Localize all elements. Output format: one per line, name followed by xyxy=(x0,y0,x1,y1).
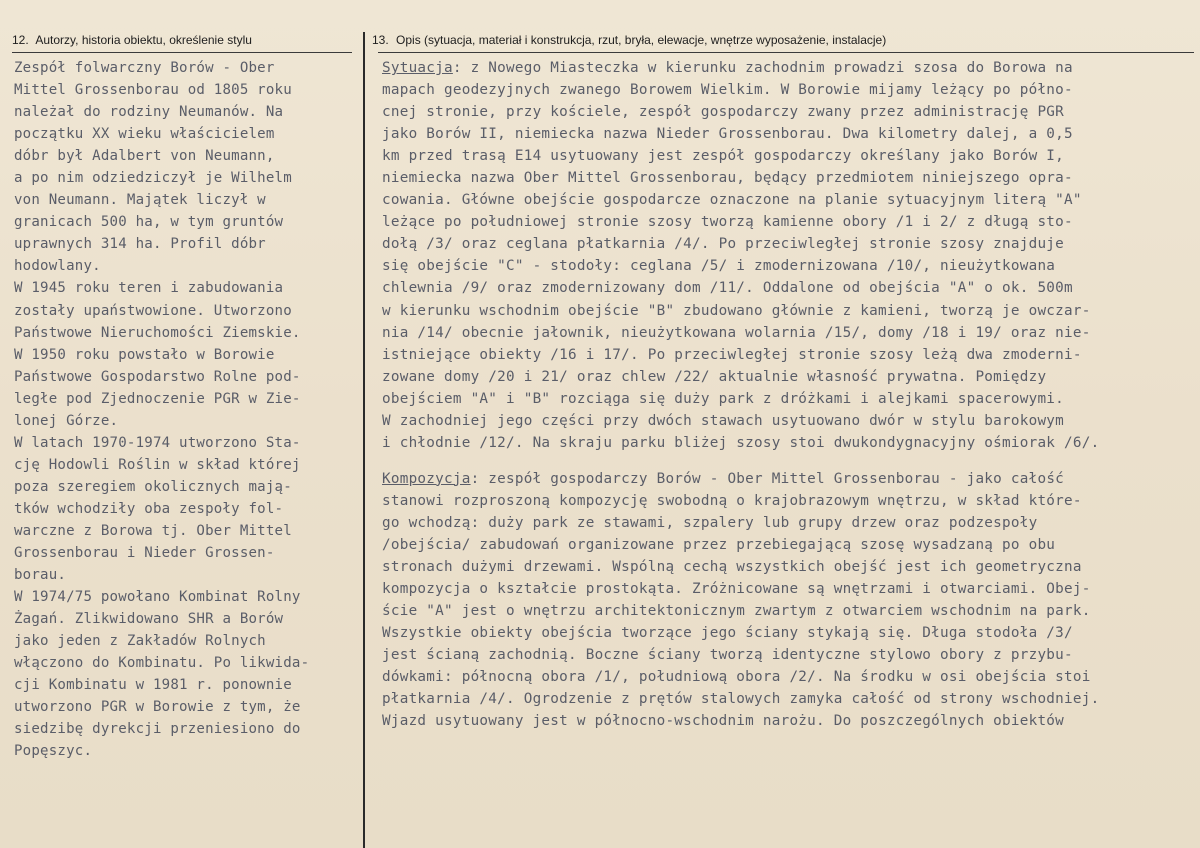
composition-line: dówkami: północną obora /1/, południową obora /2/. Na środku w osi obejścia stoi xyxy=(382,669,1091,686)
situation-first-line xyxy=(382,57,1194,79)
history-line: W 1974/75 powołano Kombinat Rolny xyxy=(14,589,301,606)
history-line: W 1945 roku teren i zabudowania xyxy=(14,280,284,297)
history-section-header xyxy=(12,33,252,47)
description-section-number: 13. xyxy=(372,33,389,47)
composition-paragraph xyxy=(382,490,1194,733)
description-section-header xyxy=(372,33,886,47)
column-divider xyxy=(363,32,365,848)
situation-line: i chłodnie /12/. Na skraju parku bliżej szosy stoi dwukondygnacyjny ośmiorak /6/. xyxy=(382,434,1100,451)
history-line: uprawnych 314 ha. Profil dóbr xyxy=(14,236,266,253)
situation-line: niemiecka nazwa Ober Mittel Grossenborau, będący przedmiotem niniejszego opra- xyxy=(382,170,1073,187)
history-line: W latach 1970-1974 utworzono Sta- xyxy=(14,434,301,451)
history-line: Mittel Grossenborau od 1805 roku xyxy=(14,82,292,99)
situation-paragraph xyxy=(382,79,1194,454)
history-column xyxy=(8,0,360,848)
history-line: ległe pod Zjednoczenie PGR w Zie- xyxy=(14,390,301,407)
composition-line: Wjazd usytuowany jest w północno-wschodnim narożu. Do poszczególnych obiektów xyxy=(382,713,1065,730)
situation-heading: Sytuacja xyxy=(382,60,453,76)
history-line: zostały upaństwowione. Utworzono xyxy=(14,302,292,319)
situation-line: obejściem "A" i "B" rozciąga się duży park z dróżkami i alejkami spacerowymi. xyxy=(382,390,1065,407)
composition-line: kompozycja o kształcie prostokąta. Zróżnicowane są wnętrzami i otwarciami. Obej- xyxy=(382,581,1091,598)
history-line: początku XX wieku właścicielem xyxy=(14,126,275,143)
situation-line: leżące po południowej stronie szosy tworzą kamienne obory /1 i 2/ z długą sto- xyxy=(382,214,1073,231)
history-line: a po nim odziedziczył je Wilhelm xyxy=(14,170,292,187)
situation-first-text: : z Nowego Miasteczka w kierunku zachodnim prowadzi szosa do Borowa na xyxy=(452,60,1073,76)
history-line: hodowlany. xyxy=(14,258,101,275)
situation-line: chlewnia /9/ oraz zmodernizowany dom /11/. Oddalone od obejścia "A" o ok. 500m xyxy=(382,280,1073,297)
history-line: lonej Górze. xyxy=(14,412,119,429)
history-line: siedzibę dyrekcji przeniesiono do xyxy=(14,721,301,738)
composition-line: stanowi rozproszoną kompozycję swobodną o krajobrazowym wnętrzu, w skład które- xyxy=(382,492,1082,509)
composition-line: go wchodzą: duży park ze stawami, szpalery lub grupy drzew oraz podzespoły xyxy=(382,514,1038,531)
composition-line: /obejścia/ zabudowań organizowane przez przebiegającą szosę wysadzaną po obu xyxy=(382,536,1056,553)
history-header-rule xyxy=(12,52,352,53)
situation-line: istniejące obiekty /16 i 17/. Po przeciwległej stronie szosy leżą dwa zmoderni- xyxy=(382,346,1082,363)
composition-line: stronach dużymi drzewami. Wspólną cechą wszystkich obejść jest ich geometryczna xyxy=(382,559,1082,576)
composition-line: ście "A" jest o wnętrzu architektonicznym zwartym z otwarciem wschodnim na park. xyxy=(382,603,1091,620)
situation-line: cowania. Główne obejście gospodarcze oznaczone na planie sytuacyjnym literą "A" xyxy=(382,192,1082,209)
history-line: włączono do Kombinatu. Po likwida- xyxy=(14,655,310,672)
description-text xyxy=(382,57,1194,732)
situation-line: km przed trasą E14 usytuowany jest zespół gospodarczy określany jako Borów I, xyxy=(382,148,1065,165)
description-section-title: Opis (sytuacja, materiał i konstrukcja, rzut, bryła, elewacje, wnętrze wyposażenie, instalacje) xyxy=(396,33,887,47)
history-line: Grossenborau i Nieder Grossen- xyxy=(14,545,275,562)
history-line: Popęszyc. xyxy=(14,743,93,760)
composition-line: płatkarnia /4/. Ogrodzenie z prętów stalowych zamyka całość od strony wschodniej. xyxy=(382,691,1100,708)
history-line: poza szeregiem okolicznych mają- xyxy=(14,478,292,495)
composition-line: jest ścianą zachodnią. Boczne ściany tworzą identyczne stylowo obory z przybu- xyxy=(382,647,1073,664)
history-line: utworzono PGR w Borowie z tym, że xyxy=(14,699,301,716)
situation-line: zowane domy /20 i 21/ oraz chlew /22/ aktualnie własność prywatna. Pomiędzy xyxy=(382,368,1047,385)
history-section-title: Autorzy, historia obiektu, określenie stylu xyxy=(35,33,252,47)
situation-line: jako Borów II, niemiecka nazwa Nieder Grossenborau. Dwa kilometry dalej, a 0,5 xyxy=(382,126,1073,143)
history-line: Państwowe Nieruchomości Ziemskie. xyxy=(14,324,301,341)
description-header-rule xyxy=(378,52,1194,53)
history-line: borau. xyxy=(14,567,67,584)
history-section-number: 12. xyxy=(12,33,29,47)
history-line: warczne z Borowa tj. Ober Mittel xyxy=(14,522,292,539)
composition-heading: Kompozycja xyxy=(382,470,471,487)
situation-line: W zachodniej jego części przy dwóch stawach usytuowano dwór w stylu barokowym xyxy=(382,412,1065,429)
history-line: granicach 500 ha, w tym gruntów xyxy=(14,214,284,231)
situation-line: się obejście "C" - stodoły: ceglana /5/ i zmodernizowana /10/, nieużytkowana xyxy=(382,258,1056,275)
situation-line: dołą /3/ oraz ceglana płatkarnia /4/. Po przeciwległej stronie szosy znajduje xyxy=(382,236,1065,253)
history-line: tków wchodziły oba zespoły fol- xyxy=(14,500,284,517)
history-line: von Neumann. Majątek liczył w xyxy=(14,192,266,209)
composition-first-text: : zespół gospodarczy Borów - Ober Mittel Grossenborau - jako całość xyxy=(470,470,1065,487)
composition-first-line xyxy=(382,468,1194,490)
situation-line: w kierunku wschodnim obejście "B" zbudowano głównie z kamieni, tworzą je owczar- xyxy=(382,302,1091,319)
history-line: Państwowe Gospodarstwo Rolne pod- xyxy=(14,368,301,385)
situation-line: nia /14/ obecnie jałownik, nieużytkowana wolarnia /15/, domy /18 i 19/ oraz nie- xyxy=(382,324,1091,341)
history-line: cji Kombinatu w 1981 r. ponownie xyxy=(14,677,292,694)
situation-line: mapach geodezyjnych zwanego Borowem Wielkim. W Borowie mijamy leżący po półno- xyxy=(382,82,1073,99)
history-line: należał do rodziny Neumanów. Na xyxy=(14,104,284,121)
history-line: cję Hodowli Roślin w skład której xyxy=(14,456,301,473)
history-line: dóbr był Adalbert von Neumann, xyxy=(14,148,275,165)
description-column xyxy=(372,0,1194,848)
history-line: W 1950 roku powstało w Borowie xyxy=(14,346,275,363)
paragraph-gap xyxy=(382,454,1194,468)
history-line: Zespół folwarczny Borów - Ober xyxy=(14,60,275,76)
composition-line: Wszystkie obiekty obejścia tworzące jego ściany stykają się. Długa stodoła /3/ xyxy=(382,625,1073,642)
situation-line: cnej stronie, przy kościele, zespół gospodarczy zwany przez administrację PGR xyxy=(382,104,1065,121)
history-line: jako jeden z Zakładów Rolnych xyxy=(14,633,266,650)
history-line: Żagań. Zlikwidowano SHR a Borów xyxy=(14,611,284,628)
history-text xyxy=(14,57,360,763)
